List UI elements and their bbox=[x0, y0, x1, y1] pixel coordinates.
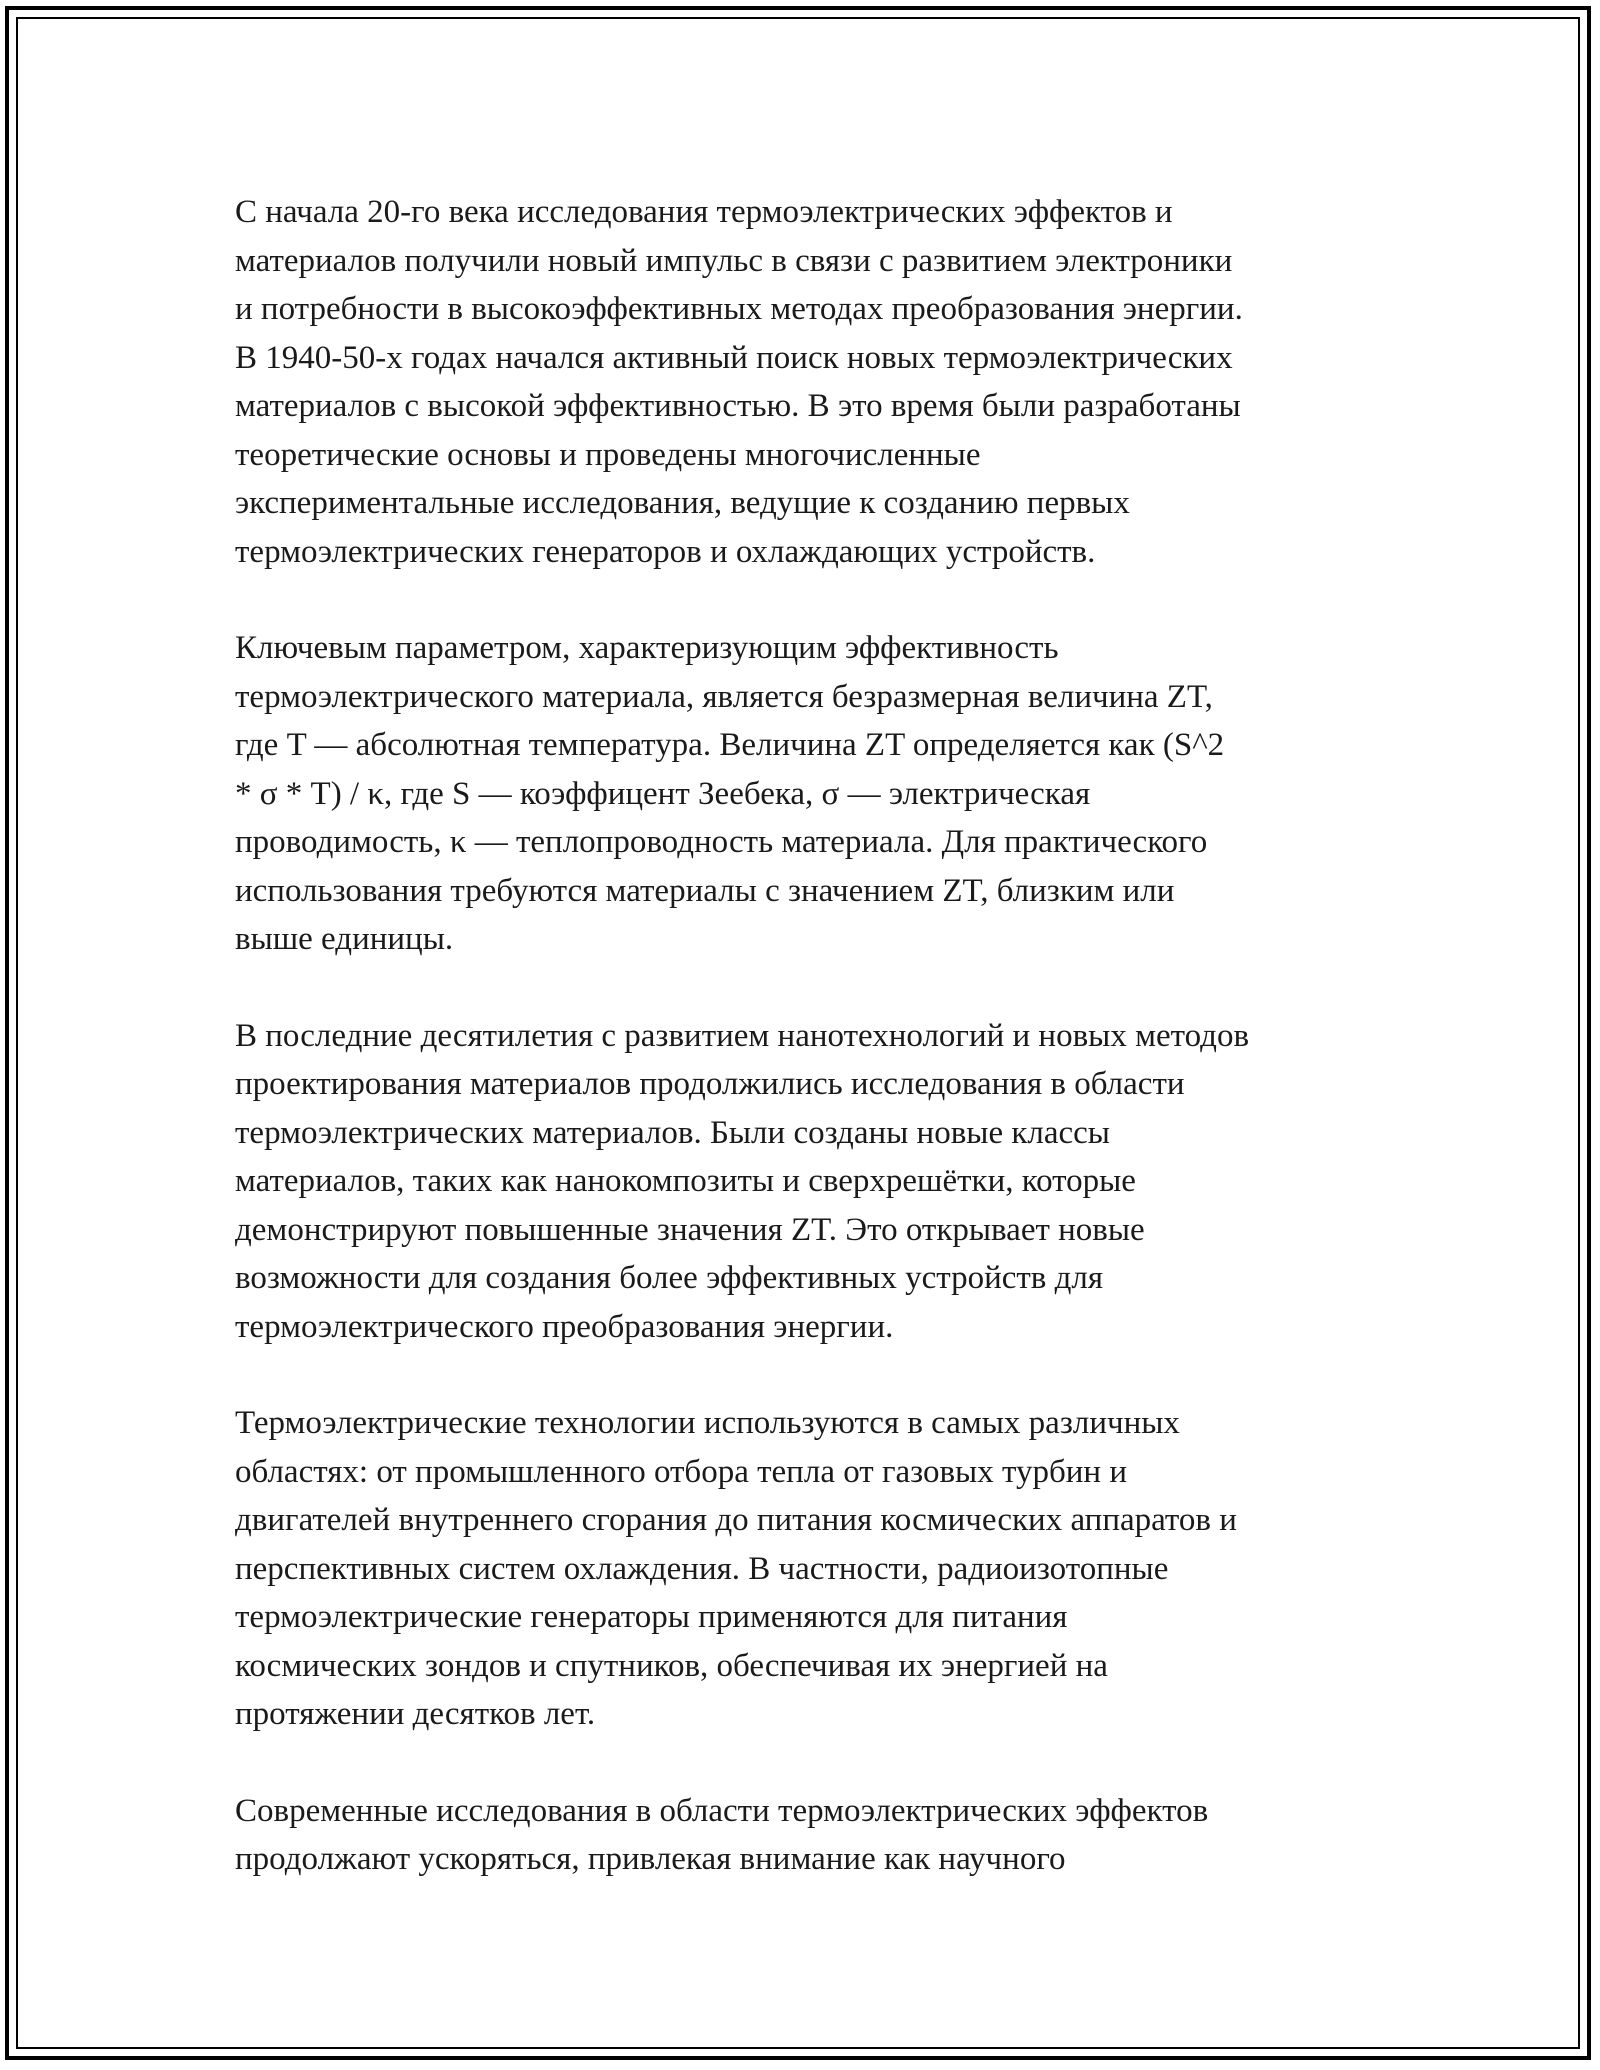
text-line: возможности для создания более эффективных устройств для bbox=[235, 1260, 1104, 1296]
text-line: где T — абсолютная температура. Величина ZT определяется как (S^2 bbox=[235, 727, 1225, 763]
text-line: продолжают ускоряться, привлекая внимание как научного bbox=[235, 1841, 1066, 1877]
paragraph-history bbox=[235, 188, 1395, 576]
text-line: * σ * T) / κ, где S — коэффицент Зеебека, σ — электрическая bbox=[235, 775, 1091, 812]
text-line: В 1940-50-х годах начался активный поиск новых термоэлектрических bbox=[235, 339, 1233, 376]
text-line: областях: от промышленного отбора тепла от газовых турбин и bbox=[235, 1453, 1127, 1490]
document-body bbox=[235, 188, 1395, 1932]
text-line: материалов, таких как нанокомпозиты и сверхрешётки, которые bbox=[235, 1163, 1136, 1199]
text-line: демонстрируют повышенные значения ZT. Это открывает новые bbox=[235, 1211, 1145, 1248]
text-line: термоэлектрических генераторов и охлаждающих устройств. bbox=[235, 533, 1096, 570]
text-line: теоретические основы и проведены многочисленные bbox=[235, 436, 981, 473]
text-line: материалов с высокой эффективностью. В это время были разработаны bbox=[235, 388, 1241, 424]
text-line: использования требуются материалы с значением ZT, близким или bbox=[235, 872, 1175, 909]
text-line: протяжении десятков лет. bbox=[235, 1696, 596, 1732]
text-line: космических зондов и спутников, обеспечивая их энергией на bbox=[235, 1647, 1108, 1684]
text-line: Современные исследования в области термоэлектрических эффектов bbox=[235, 1792, 1209, 1829]
text-line: проектирования материалов продолжились исследования в области bbox=[235, 1066, 1185, 1102]
text-line: двигателей внутреннего сгорания до питания космических аппаратов и bbox=[235, 1502, 1237, 1538]
text-line: перспективных систем охлаждения. В частности, радиоизотопные bbox=[235, 1550, 1169, 1587]
text-line: Ключевым параметром, характеризующим эффективность bbox=[235, 630, 1059, 666]
text-line: и потребности в высокоэффективных методах преобразования энергии. bbox=[235, 291, 1243, 327]
text-line: Термоэлектрические технологии используются в самых различных bbox=[235, 1405, 1180, 1441]
text-line: термоэлектрические генераторы применяются для питания bbox=[235, 1599, 1068, 1635]
paragraph-applications bbox=[235, 1399, 1395, 1739]
text-line: С начала 20-го века исследования термоэлектрических эффектов и bbox=[235, 194, 1173, 230]
text-line: термоэлектрического материала, является безразмерная величина ZT, bbox=[235, 678, 1213, 715]
text-line: В последние десятилетия с развитием нанотехнологий и новых методов bbox=[235, 1017, 1250, 1054]
text-line: термоэлектрических материалов. Были созданы новые классы bbox=[235, 1114, 1110, 1151]
text-line: термоэлектрического преобразования энергии. bbox=[235, 1308, 894, 1345]
paragraph-modern-research bbox=[235, 1787, 1395, 1884]
text-line: экспериментальные исследования, ведущие к созданию первых bbox=[235, 485, 1130, 521]
text-line: материалов получили новый импульс в связи с развитием электроники bbox=[235, 242, 1233, 279]
paragraph-nanotech bbox=[235, 1012, 1395, 1352]
text-line: выше единицы. bbox=[235, 921, 454, 957]
text-line: проводимость, κ — теплопроводность материала. Для практического bbox=[235, 824, 1208, 860]
paragraph-zt-parameter bbox=[235, 624, 1395, 964]
